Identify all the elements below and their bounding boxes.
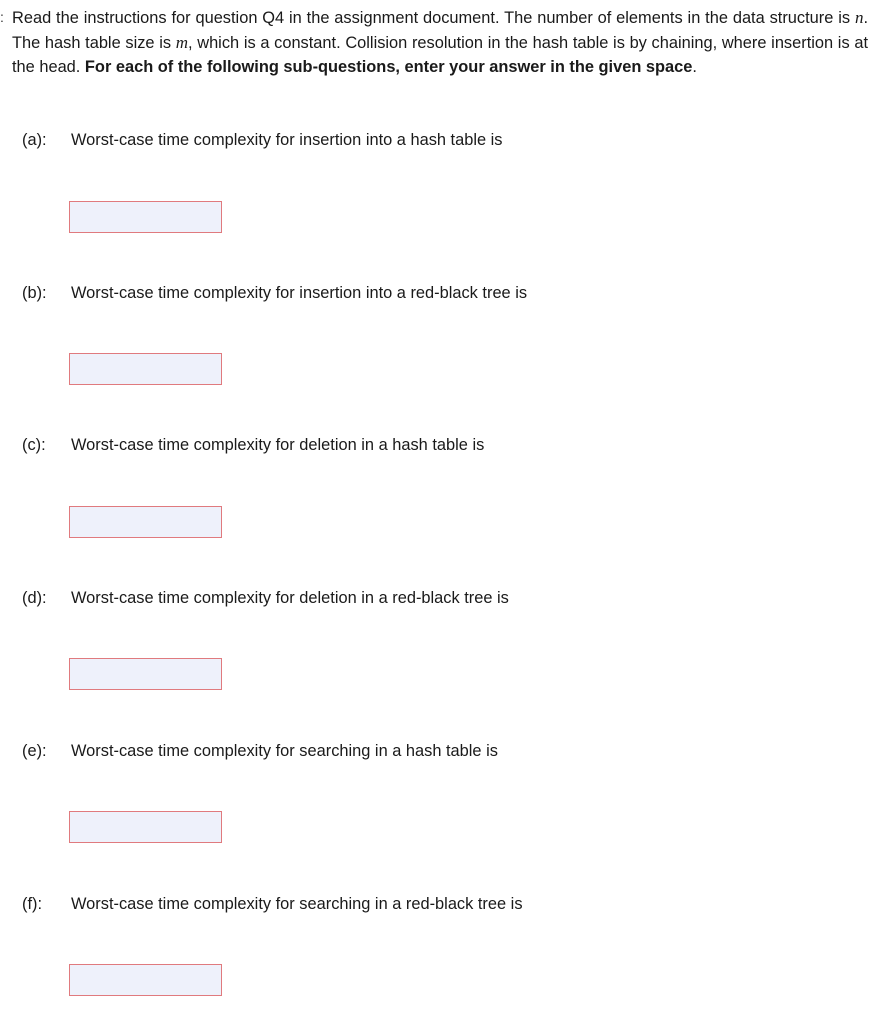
question-label: (a):	[22, 131, 47, 149]
variable-m: m	[175, 32, 188, 52]
question-text: Worst-case time complexity for deletion in a hash table is	[71, 436, 485, 454]
intro-text-end: .	[692, 58, 697, 76]
question-label: (c):	[22, 436, 46, 454]
question-text: Worst-case time complexity for searching in a hash table is	[71, 742, 498, 760]
answer-input-e[interactable]	[69, 811, 222, 843]
question-text: Worst-case time complexity for searching in a red-black tree is	[71, 895, 523, 913]
intro-text-1: Read the instructions for question Q4 in the assignment document. The number of elements in the data structure is	[12, 9, 855, 27]
answer-input-d[interactable]	[69, 658, 222, 690]
question-label: (b):	[22, 284, 47, 302]
intro-instruction-bold: For each of the following sub-questions, enter your answer in the given space	[84, 58, 693, 76]
answer-input-b[interactable]	[69, 353, 222, 385]
question-label: (d):	[22, 589, 47, 607]
intro-text-3: , which is a constant. Collision resolution in the hash table is by chaining, where insertion is at the head.	[12, 33, 868, 76]
question-label: (e):	[22, 742, 47, 760]
answer-input-f[interactable]	[69, 964, 222, 996]
left-edge-mark: :	[0, 9, 4, 25]
answer-input-a[interactable]	[69, 201, 222, 233]
variable-n: n	[854, 8, 864, 27]
question-intro	[12, 6, 868, 80]
question-label: (f):	[22, 895, 43, 913]
question-text: Worst-case time complexity for insertion into a hash table is	[71, 131, 503, 149]
answer-input-c[interactable]	[69, 506, 222, 538]
question-text: Worst-case time complexity for deletion in a red-black tree is	[71, 589, 509, 607]
question-text: Worst-case time complexity for insertion into a red-black tree is	[71, 284, 528, 302]
intro-text-2: . The hash table size is	[12, 9, 868, 52]
